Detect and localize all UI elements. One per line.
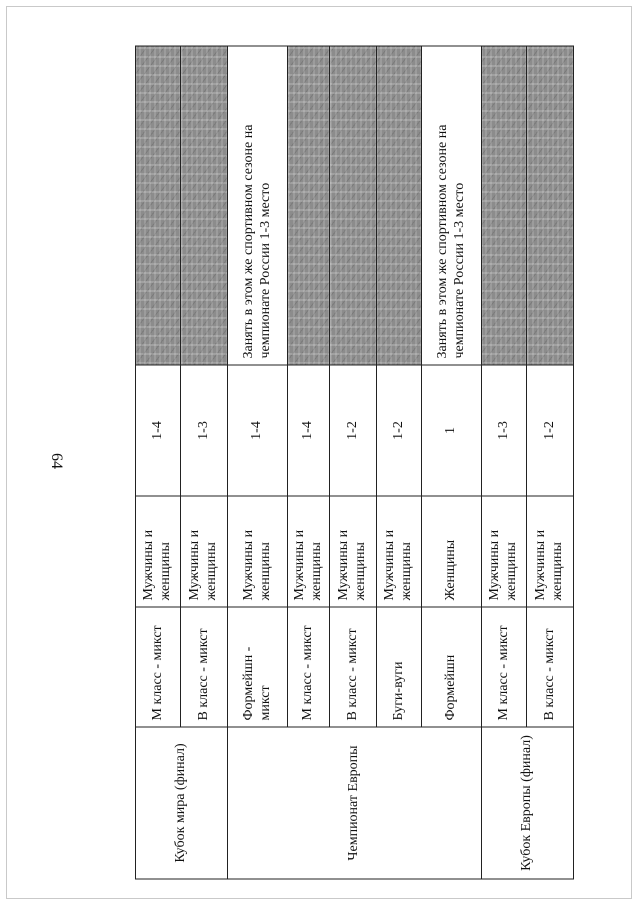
condition-cell xyxy=(482,46,527,365)
condition-cell xyxy=(136,46,181,365)
program-cell: В класс - микст xyxy=(181,607,228,727)
participants-cell: Мужчины и женщины xyxy=(181,496,228,607)
participants-cell: Мужчины и женщины xyxy=(136,496,181,607)
places-cell: 1-4 xyxy=(136,365,181,496)
table-row xyxy=(228,46,288,879)
program-cell: М класс - микст xyxy=(482,607,527,727)
participants-cell: Мужчины и женщины xyxy=(330,496,377,607)
program-cell: Формейшн xyxy=(422,607,482,727)
places-cell: 1-4 xyxy=(288,365,330,496)
table-row xyxy=(136,46,181,879)
program-cell: Буги-вуги xyxy=(377,607,422,727)
condition-cell: Занять в этом же спортивном сезоне на чемпионате России 1-3 место xyxy=(422,46,482,365)
places-cell: 1-4 xyxy=(228,365,288,496)
places-cell: 1-2 xyxy=(377,365,422,496)
competition-cell: Чемпионат Европы xyxy=(228,727,482,879)
places-cell: 1 xyxy=(422,365,482,496)
participants-cell: Женщины xyxy=(422,496,482,607)
condition-cell xyxy=(377,46,422,365)
places-cell: 1-2 xyxy=(330,365,377,496)
participants-cell: Мужчины и женщины xyxy=(377,496,422,607)
participants-cell: Мужчины и женщины xyxy=(527,496,574,607)
program-cell: М класс - микст xyxy=(288,607,330,727)
participants-cell: Мужчины и женщины xyxy=(482,496,527,607)
program-cell: В класс - микст xyxy=(330,607,377,727)
condition-cell xyxy=(527,46,574,365)
program-cell: М класс - микст xyxy=(136,607,181,727)
condition-cell xyxy=(330,46,377,365)
condition-cell xyxy=(288,46,330,365)
table-row xyxy=(482,46,527,879)
condition-cell: Занять в этом же спортивном сезоне на чемпионате России 1-3 место xyxy=(228,46,288,365)
competition-cell: Кубок мира (финал) xyxy=(136,727,228,879)
program-cell: Формейшн - микст xyxy=(228,607,288,727)
page-number: 64 xyxy=(48,453,65,469)
places-cell: 1-3 xyxy=(482,365,527,496)
requirements-table-wrapper xyxy=(135,47,565,880)
program-cell: В класс - микст xyxy=(527,607,574,727)
participants-cell: Мужчины и женщины xyxy=(228,496,288,607)
places-cell: 1-3 xyxy=(181,365,228,496)
competition-cell: Кубок Европы (финал) xyxy=(482,727,574,879)
places-cell: 1-2 xyxy=(527,365,574,496)
requirements-table xyxy=(135,46,574,880)
condition-cell xyxy=(181,46,228,365)
participants-cell: Мужчины и женщины xyxy=(288,496,330,607)
